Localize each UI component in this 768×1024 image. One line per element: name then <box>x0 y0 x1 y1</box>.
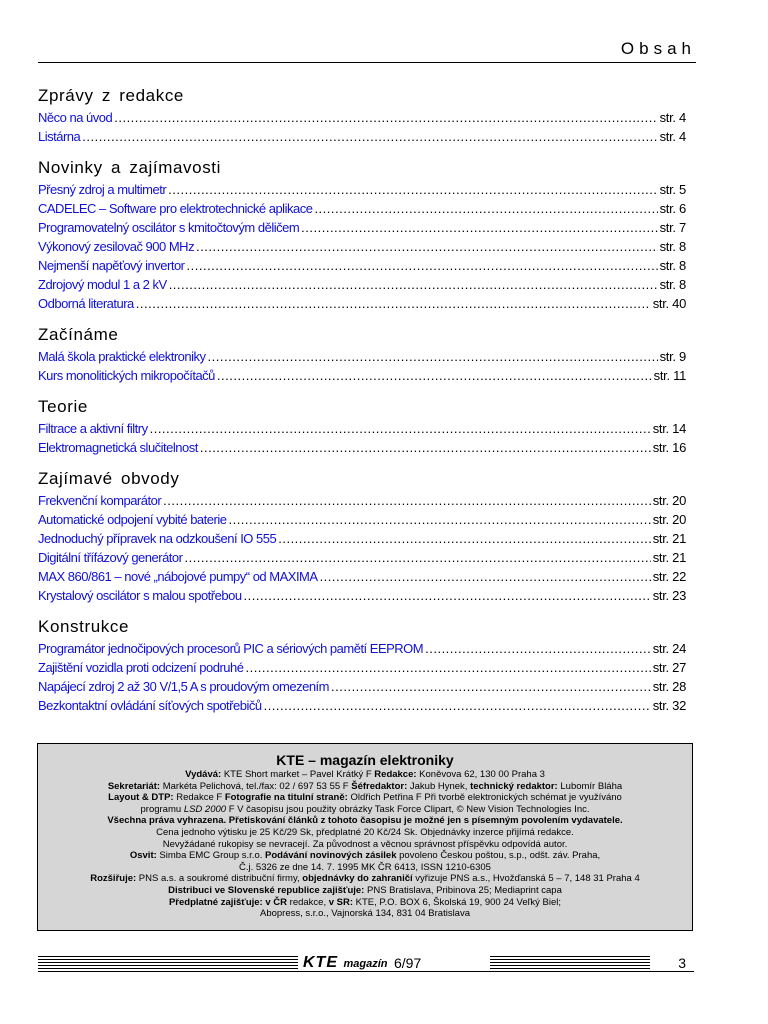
dot-leader <box>168 180 657 199</box>
toc-entry-title[interactable]: Bezkontaktní ovládání síťových spotřebičů <box>38 698 262 713</box>
impressum-text: KTE, P.O. BOX 6, Školská 19, 900 24 Veľký Biel; <box>353 896 562 908</box>
impressum-line <box>38 885 692 897</box>
toc-entry-title[interactable]: Filtrace a aktivní filtry <box>38 421 148 436</box>
impressum-text: povoleno Českou poštou, s.p., odšt. záv. Praha, <box>396 850 601 862</box>
impressum-text: LSD 2000 <box>183 803 227 815</box>
dot-leader <box>314 199 657 218</box>
toc-entry-title[interactable]: Přesný zdroj a multimetr <box>38 182 167 197</box>
impressum-box <box>37 743 693 931</box>
toc-entry[interactable] <box>38 237 686 256</box>
toc-entry[interactable] <box>38 218 686 237</box>
impressum-text: Sekretariát: <box>107 780 161 792</box>
impressum-text: Č.j. 5326 ze dne 14. 7. 1995 MK ČR 6413, ISSN 1210-6305 <box>239 861 491 873</box>
footer-page-number: 3 <box>678 955 686 971</box>
toc-entry-title[interactable]: Výkonový zesilovač 900 MHz <box>38 239 195 254</box>
toc-entry-page: str. 27 <box>652 660 686 675</box>
toc-entry[interactable] <box>38 180 686 199</box>
toc-entry-page: str. 5 <box>659 182 686 197</box>
toc-entry[interactable] <box>38 108 686 127</box>
toc-entry[interactable] <box>38 510 686 529</box>
table-of-contents <box>38 83 686 724</box>
toc-entry[interactable] <box>38 419 686 438</box>
impressum-text: PNS a.s. a soukromé distribuční firmy, <box>136 873 303 885</box>
toc-entry[interactable] <box>38 548 686 567</box>
impressum-line <box>38 769 692 781</box>
impressum-line <box>38 873 692 885</box>
toc-section <box>38 83 686 146</box>
impressum-text: Vydává: <box>185 769 222 780</box>
impressum-line <box>38 897 692 909</box>
impressum-line <box>38 792 692 804</box>
impressum-text: Rozšiřuje: <box>90 873 137 885</box>
section-title: Zprávy z redakce <box>38 86 184 105</box>
dot-leader <box>136 294 651 313</box>
toc-entry-page: str. 14 <box>652 421 686 436</box>
impressum-text: Fotografie na titulní straně: <box>224 792 348 804</box>
toc-entry[interactable] <box>38 658 686 677</box>
toc-entry-title[interactable]: Frekvenční komparátor <box>38 493 162 508</box>
dot-leader <box>196 237 658 256</box>
impressum-line <box>38 908 692 920</box>
dot-leader <box>82 127 657 146</box>
toc-entry-page: str. 11 <box>653 368 686 383</box>
impressum-text: Všechna práva vyhrazena. Přetiskování článků z tohoto časopisu je možné jen s písemným povolením vydavatele. <box>107 815 623 827</box>
impressum-line <box>38 781 692 793</box>
toc-entry-title[interactable]: Programátor jednočipových procesorů PIC a sériových pamětí EEPROM <box>38 641 424 656</box>
toc-entry-title[interactable]: CADELEC – Software pro elektrotechnické aplikace <box>38 201 313 216</box>
dot-leader <box>425 639 651 658</box>
impressum-text: Osvit: <box>129 850 157 862</box>
toc-entry-title[interactable]: Něco na úvod <box>38 110 113 125</box>
toc-entry[interactable] <box>38 696 686 715</box>
toc-section <box>38 155 686 313</box>
dot-leader <box>208 347 658 366</box>
dot-leader <box>150 419 651 438</box>
dot-leader <box>114 108 657 127</box>
toc-entry-page: str. 21 <box>652 531 686 546</box>
impressum-text: Layout & DTP: <box>108 792 174 804</box>
impressum-text: vyřizuje PNS a.s., Hvožďanská 5 – 7, 148 31 Praha 4 <box>412 873 640 885</box>
toc-section <box>38 466 686 605</box>
toc-section <box>38 394 686 457</box>
dot-leader <box>278 529 650 548</box>
toc-entry-title[interactable]: Listárna <box>38 129 81 144</box>
section-title: Konstrukce <box>38 617 130 636</box>
toc-section <box>38 614 686 715</box>
impressum-text: Lubomír Bláha <box>557 780 623 792</box>
toc-entry-page: str. 32 <box>652 698 686 713</box>
footer-brand-sub: magazín <box>343 958 388 970</box>
toc-entry-page: str. 24 <box>652 641 686 656</box>
toc-entry-page: str. 40 <box>652 296 686 311</box>
impressum-text: Nevyžádané rukopisy se nevracejí. Za původnost a věcnou správnost příspěvku odpovídá autor. <box>162 838 568 850</box>
dot-leader <box>184 548 650 567</box>
toc-entry-page: str. 22 <box>652 569 686 584</box>
toc-entry[interactable] <box>38 567 686 586</box>
toc-entry-page: str. 21 <box>652 550 686 565</box>
toc-entry-title[interactable]: Odborná literatura <box>38 296 134 311</box>
impressum-text: Šéfredaktor: <box>351 780 408 792</box>
toc-entry-page: str. 7 <box>659 220 686 235</box>
impressum-text: F V časopisu jsou použity obrázky Task Force Clipart, © New Vision Technologies Inc. <box>226 803 590 815</box>
toc-entry-title[interactable]: Programovatelný oscilátor s kmitočtovým děličem <box>38 220 300 235</box>
footer-rule <box>38 971 694 972</box>
toc-entry-title[interactable]: Elektromagnetická slučitelnost <box>38 440 198 455</box>
impressum-line <box>38 850 692 862</box>
page-footer <box>38 953 694 975</box>
page-header-title: Obsah <box>620 39 696 58</box>
toc-entry-title[interactable]: Malá škola praktické elektroniky <box>38 349 206 364</box>
impressum-text: Cena jednoho výtisku je 25 Kč/29 Sk, předplatné 20 Kč/24 Sk. Objednávky inzerce přijímá redakce. <box>156 826 574 838</box>
impressum-line <box>38 827 692 839</box>
impressum-text: Předplatné zajišťuje: v ČR <box>168 896 288 908</box>
toc-entry[interactable] <box>38 639 686 658</box>
toc-entry-page: str. 6 <box>659 201 686 216</box>
impressum-line <box>38 839 692 851</box>
impressum-text: Redakce: <box>374 769 417 780</box>
impressum-text: Redakce F <box>173 792 225 804</box>
toc-entry-title[interactable]: Napájecí zdroj 2 až 30 V/1,5 A s proudovým omezením <box>38 679 330 694</box>
dot-leader <box>264 696 651 715</box>
section-title: Začínáme <box>38 325 119 344</box>
footer-brand: KTE <box>303 954 338 971</box>
dot-leader <box>169 275 658 294</box>
toc-entry-page: str. 16 <box>652 440 686 455</box>
toc-entry-page: str. 8 <box>659 258 686 273</box>
toc-entry-page: str. 9 <box>659 349 686 364</box>
footer-brand-logo <box>300 953 390 973</box>
impressum-text: Jakub Hynek, <box>407 780 471 792</box>
toc-entry-page: str. 23 <box>652 588 686 603</box>
toc-entry[interactable] <box>38 529 686 548</box>
impressum-text: Distribuci ve Slovenské republice zajišťuje: <box>168 884 365 896</box>
dot-leader <box>163 491 651 510</box>
dot-leader <box>320 567 651 586</box>
toc-entry-title[interactable]: Digitální třífázový generátor <box>38 550 183 565</box>
dot-leader <box>187 256 658 275</box>
toc-entry-page: str. 8 <box>659 239 686 254</box>
impressum-text: Podávání novinových zásilek <box>265 850 397 862</box>
footer-stripes-left <box>38 956 298 970</box>
toc-entry[interactable] <box>38 347 686 366</box>
impressum-text: v SR: <box>328 896 354 908</box>
dot-leader <box>244 586 651 605</box>
toc-entry-title[interactable]: Nejmenší napěťový invertor <box>38 258 185 273</box>
toc-entry[interactable] <box>38 491 686 510</box>
toc-entry-page: str. 4 <box>659 110 686 125</box>
impressum-line <box>38 815 692 827</box>
toc-entry-title[interactable]: Zdrojový modul 1 a 2 kV <box>38 277 167 292</box>
toc-entry[interactable] <box>38 127 686 146</box>
toc-entry-page: str. 4 <box>659 129 686 144</box>
toc-entry[interactable] <box>38 275 686 294</box>
dot-leader <box>245 658 650 677</box>
toc-entry-page: str. 28 <box>652 679 686 694</box>
section-title: Zajímavé obvody <box>38 469 180 488</box>
impressum-text: KTE Short market – Pavel Krátký F <box>221 769 375 780</box>
toc-entry[interactable] <box>38 677 686 696</box>
toc-entry[interactable] <box>38 366 686 385</box>
impressum-text: Simba EMC Group s.r.o. <box>156 850 266 862</box>
impressum-text: technický redaktor: <box>470 780 558 792</box>
impressum-text: Markéta Pelichová, tel./fax: 02 / 697 53 55 F <box>160 780 352 792</box>
dot-leader <box>217 366 652 385</box>
toc-entry-page: str. 8 <box>659 277 686 292</box>
toc-entry[interactable] <box>38 199 686 218</box>
toc-entry-title[interactable]: MAX 860/861 – nové „nábojové pumpy“ od MAXIMA <box>38 569 318 584</box>
dot-leader <box>301 218 657 237</box>
dot-leader <box>200 438 651 457</box>
toc-entry[interactable] <box>38 586 686 605</box>
toc-entry[interactable] <box>38 294 686 313</box>
toc-entry-title[interactable]: Jednoduchý přípravek na odzkoušení IO 555 <box>38 531 277 546</box>
impressum-text: PNS Bratislava, Pribinova 25; Mediaprint capa <box>364 884 562 896</box>
impressum-title: KTE – magazín elektroniky <box>276 752 454 768</box>
toc-entry[interactable] <box>38 256 686 275</box>
impressum-text: objednávky do zahraničí <box>302 873 413 885</box>
impressum-lines <box>38 769 692 920</box>
impressum-text: Koněvova 62, 130 00 Praha 3 <box>416 769 545 780</box>
toc-section <box>38 322 686 385</box>
dot-leader <box>331 677 651 696</box>
toc-entry-page: str. 20 <box>652 512 686 527</box>
impressum-line <box>38 862 692 874</box>
toc-entry-title[interactable]: Krystalový oscilátor s malou spotřebou <box>38 588 242 603</box>
toc-entry-title[interactable]: Kurs monolitických mikropočítačů <box>38 368 215 383</box>
header-rule <box>38 62 696 63</box>
impressum-text: redakce, <box>287 896 329 908</box>
toc-entry-title[interactable]: Automatické odpojení vybité baterie <box>38 512 227 527</box>
impressum-text: Oldřich Petřina F Při tvorbě elektronických schémat je využíváno <box>347 792 622 804</box>
toc-entry-page: str. 20 <box>652 493 686 508</box>
toc-entry[interactable] <box>38 438 686 457</box>
impressum-text: Abopress, s.r.o., Vajnorská 134, 831 04 Bratislava <box>260 908 470 920</box>
section-title: Teorie <box>38 397 88 416</box>
impressum-text: programu <box>140 803 184 815</box>
footer-issue: 6/97 <box>394 955 422 971</box>
footer-stripes-right <box>490 956 650 970</box>
dot-leader <box>228 510 650 529</box>
section-title: Novinky a zajímavosti <box>38 158 221 177</box>
toc-entry-title[interactable]: Zajištění vozidla proti odcizení podruhé <box>38 660 244 675</box>
impressum-line <box>38 804 692 816</box>
